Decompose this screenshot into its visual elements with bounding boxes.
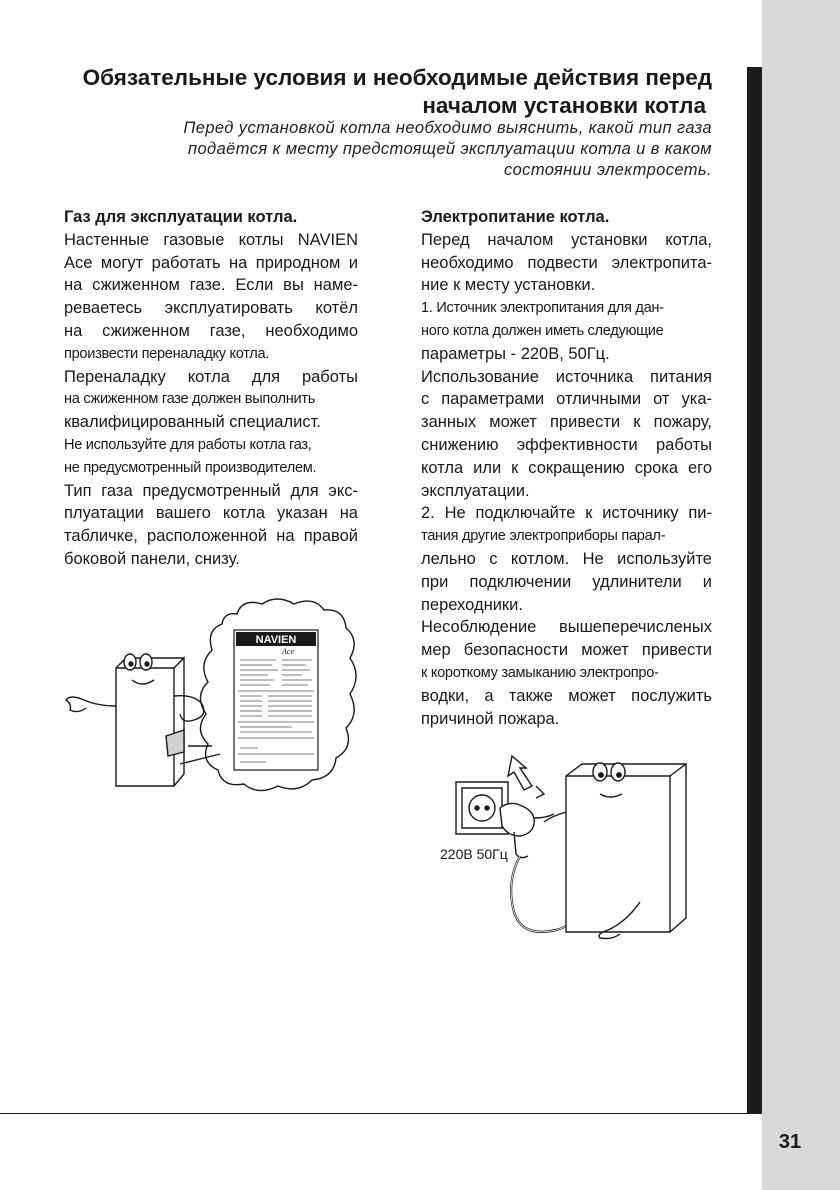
rating-plate-brand: NAVIEN bbox=[255, 634, 297, 646]
rating-plate-model: Ace bbox=[282, 647, 294, 656]
power-section bbox=[421, 206, 712, 730]
boiler-rating-plate-illustration bbox=[62, 596, 362, 796]
power-line: переходники. bbox=[421, 595, 523, 614]
gas-line: Настенные газовые котлы NAVIEN bbox=[64, 230, 358, 249]
gas-line: реваетесь эксплуатировать котёл bbox=[64, 299, 358, 318]
subtitle-line-3: состоянии электросеть. bbox=[503, 161, 712, 179]
power-line: эксплуатации. bbox=[421, 481, 530, 500]
gas-line: Переналадку котла для работы bbox=[64, 367, 358, 386]
power-line: необходимо подвести электропита- bbox=[421, 253, 712, 272]
gas-line: не предусмотренный производителем. bbox=[64, 459, 317, 476]
gas-line: квалифицированный специалист. bbox=[64, 413, 321, 432]
power-line: 1. Источник электропитания для дан- bbox=[421, 300, 664, 317]
bottom-rule bbox=[0, 1113, 762, 1114]
page-number: 31 bbox=[778, 1131, 802, 1153]
power-line: Использование источника питания bbox=[421, 367, 712, 386]
power-line: лельно с котлом. Не используйте bbox=[421, 549, 712, 568]
rating-plate bbox=[234, 630, 318, 770]
power-line: причиной пожара. bbox=[421, 709, 560, 728]
power-line: ного котла должен иметь следующие bbox=[421, 322, 664, 339]
power-section-heading: Электропитание котла. bbox=[421, 208, 610, 226]
page-title-line-1: Обязательные условия и необходимые действия перед bbox=[82, 65, 712, 90]
gas-line: Тип газа предусмотренный для экс- bbox=[64, 481, 358, 500]
power-line: ние к месту установки. bbox=[421, 276, 596, 295]
gas-line: на сжиженном газе должен выполнить bbox=[64, 391, 316, 408]
power-line: 2. Не подключайте к источнику пи- bbox=[421, 504, 712, 523]
power-line: с параметрами отличными от ука- bbox=[421, 390, 712, 409]
gas-line: плуатации вашего котла указан на bbox=[64, 504, 358, 523]
gas-line: табличке, расположенной на правой bbox=[64, 527, 358, 546]
subtitle-line-1: Перед установкой котла необходимо выяснить, какой тип газа bbox=[183, 119, 712, 137]
power-line: параметры - 220В, 50Гц. bbox=[421, 344, 610, 363]
power-line: при подключении удлинители и bbox=[421, 572, 712, 591]
gas-line: боковой панели, снизу. bbox=[64, 549, 240, 568]
subtitle-line-2: подаётся к месту предстоящей эксплуатации котла и в каком bbox=[188, 140, 712, 158]
page-subtitle bbox=[100, 118, 712, 181]
gas-line: произвести переналадку котла. bbox=[64, 345, 270, 362]
gas-line: на сжиженном газе, необходимо bbox=[64, 321, 358, 340]
power-line: водки, а также может послужить bbox=[421, 686, 712, 705]
power-line: Перед началом установки котла, bbox=[421, 230, 712, 249]
gas-line: Не используйте для работы котла газ, bbox=[64, 436, 312, 453]
gas-line: Ace могут работать на природном и bbox=[64, 253, 358, 272]
gas-section bbox=[64, 206, 358, 571]
page-title bbox=[40, 64, 712, 120]
power-line: тания другие электроприборы парал- bbox=[421, 528, 666, 545]
side-strip bbox=[762, 0, 840, 1190]
power-line: мер безопасности может привести bbox=[421, 641, 712, 660]
power-line: снижению эффективности работы bbox=[421, 435, 712, 454]
power-line: котла или к сокращению срока его bbox=[421, 458, 712, 477]
voltage-label: 220В 50Гц bbox=[440, 846, 508, 862]
power-line: Несоблюдение вышеперечисленых bbox=[421, 618, 712, 637]
gas-line: на сжиженном газе. Если вы наме- bbox=[64, 276, 358, 295]
page-title-line-2: началом установки котла bbox=[422, 93, 706, 118]
power-line: занных может привести к пожару, bbox=[421, 413, 712, 432]
gas-section-heading: Газ для эксплуатации котла. bbox=[64, 208, 298, 226]
side-bar bbox=[747, 67, 762, 1114]
power-line: к короткому замыканию электропро- bbox=[421, 664, 659, 681]
